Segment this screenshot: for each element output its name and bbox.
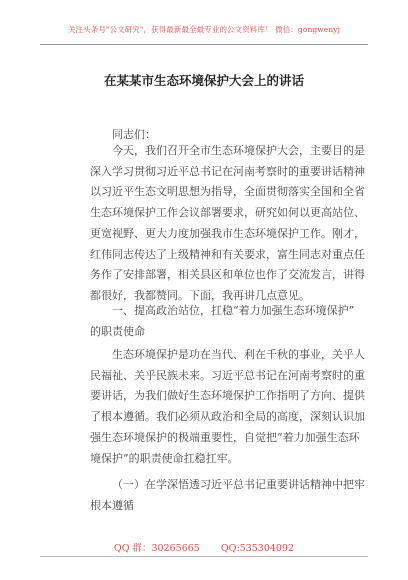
paragraph-line: 更宽视野、更大力度加强我市生态环境保护工作。刚才， bbox=[90, 226, 365, 240]
footer-divider bbox=[40, 556, 368, 557]
paragraph-line: 务作了安排部署，相关县区和单位也作了交流发言，讲得 bbox=[90, 268, 365, 282]
paragraph-line: 境保护”的职责使命扛稳扛牢。 bbox=[90, 451, 239, 465]
paragraph-line: 深入学习贯彻习近平总书记在河南考察时的重要讲话精神 bbox=[90, 164, 365, 178]
paragraph-line: 今天，我们召开全市生态环境保护大会，主要目的是 bbox=[112, 144, 365, 157]
paragraph-line: 了根本遵循。我们必须从政治和全局的高度，深刻认识加 bbox=[90, 410, 365, 424]
subheading-line: （一）在学深悟透习近平总书记重要讲话精神中把牢 bbox=[112, 478, 365, 491]
paragraph-line: 要讲话，为我们做好生态环境保护工作指明了方向、提供 bbox=[90, 389, 365, 403]
section-heading-1 bbox=[90, 301, 355, 342]
paragraph-line: 生态环境保护工作会议部署要求，研究如何以更高站位、 bbox=[90, 206, 365, 220]
footer-qq: QQ:535304092 bbox=[220, 543, 295, 554]
header-note: 关注头条号"公文研究"，获得最新最全最专业的公文资料库！ 微信：gongwenyj bbox=[67, 25, 341, 34]
salutation-text: 同志们： bbox=[112, 128, 156, 141]
page-title: 在某某市生态环境保护大会上的讲话 bbox=[103, 73, 304, 88]
paragraph-line: 民福祉、关乎民族未来。习近平总书记在河南考察时的重 bbox=[90, 368, 365, 382]
section-heading-line: 一、提高政治站位，扛稳“着力加强生态环境保护” bbox=[112, 304, 355, 317]
paragraph-line: 红伟同志传达了上级精神和有关要求，富生同志对重点任 bbox=[90, 247, 365, 261]
paragraph-line: 都很好，我都赞同。下面，我再讲几点意见。 bbox=[90, 288, 310, 302]
section-heading-line: 的职责使命 bbox=[90, 324, 145, 338]
header-divider bbox=[40, 44, 368, 45]
subheading-line: 根本遵循 bbox=[90, 498, 134, 512]
paragraph-line: 以习近平生态文明思想为指导，全面贯彻落实全国和全省 bbox=[90, 185, 365, 199]
footer-qq-group: QQ 群：30265665 bbox=[113, 543, 200, 554]
paragraph-1 bbox=[90, 141, 365, 307]
paragraph-2 bbox=[90, 345, 365, 469]
subheading-1 bbox=[90, 475, 365, 516]
footer-contacts bbox=[0, 540, 408, 554]
paragraph-line: 强生态环境保护的极端重要性，自觉把“着力加强生态环 bbox=[90, 430, 360, 444]
paragraph-line: 生态环境保护是功在当代、利在千秋的事业，关乎人 bbox=[112, 348, 365, 361]
